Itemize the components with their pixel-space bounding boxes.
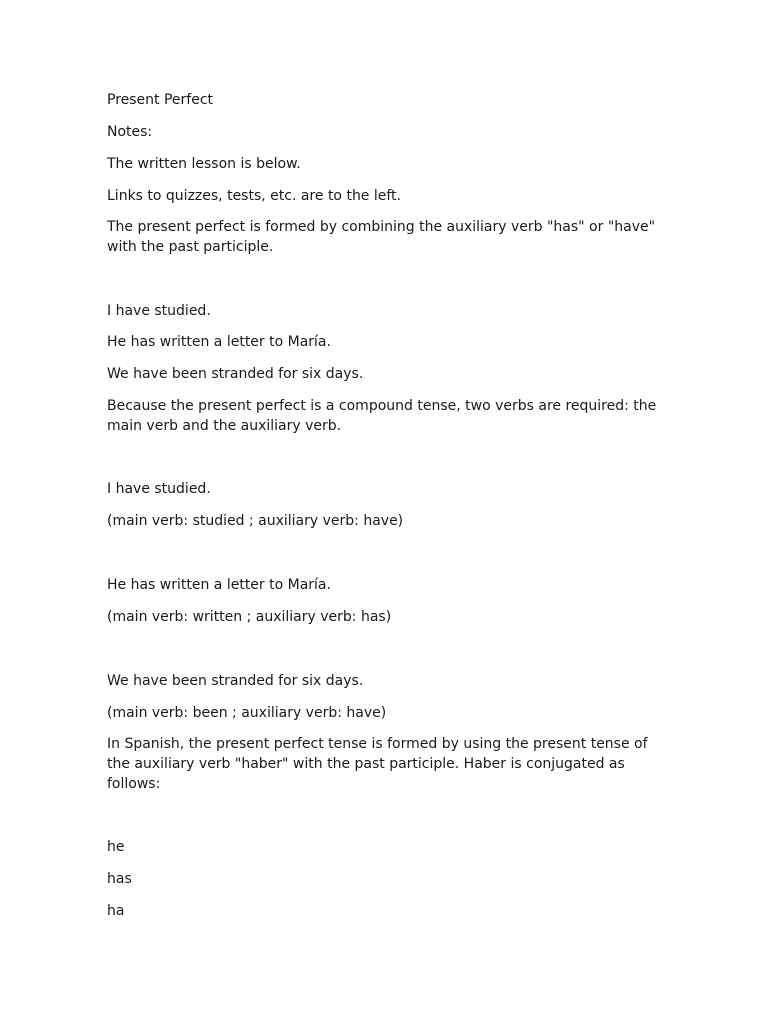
conjugation-form: he [107,839,125,855]
spanish-intro: In Spanish, the present perfect tense is formed by using the present tense of the auxiliary verb "haber" with the past participle. Haber is conjugated as follows: [107,736,648,792]
breakdown-sentence: I have studied. [107,481,211,497]
document-title: Present Perfect [107,92,214,108]
breakdown-sentence: He has written a letter to María. [107,577,331,593]
breakdown-sentence: We have been stranded for six days. [107,673,364,689]
compound-explanation: Because the present perfect is a compound tense, two verbs are required: the main verb and the auxiliary verb. [107,398,657,434]
breakdown-analysis: (main verb: been ; auxiliary verb: have) [107,705,387,721]
breakdown-analysis: (main verb: studied ; auxiliary verb: have) [107,513,404,529]
conjugation-form: has [107,871,132,887]
example-sentence: He has written a letter to María. [107,334,331,350]
note-links: Links to quizzes, tests, etc. are to the left. [107,188,401,204]
note-written-lesson: The written lesson is below. [107,156,301,172]
intro-paragraph: The present perfect is formed by combining the auxiliary verb "has" or "have" with the past participle. [107,219,656,255]
example-sentence: We have been stranded for six days. [107,366,364,382]
conjugation-form: ha [107,903,125,919]
breakdown-analysis: (main verb: written ; auxiliary verb: has) [107,609,392,625]
notes-heading: Notes: [107,124,153,140]
example-sentence: I have studied. [107,303,211,319]
